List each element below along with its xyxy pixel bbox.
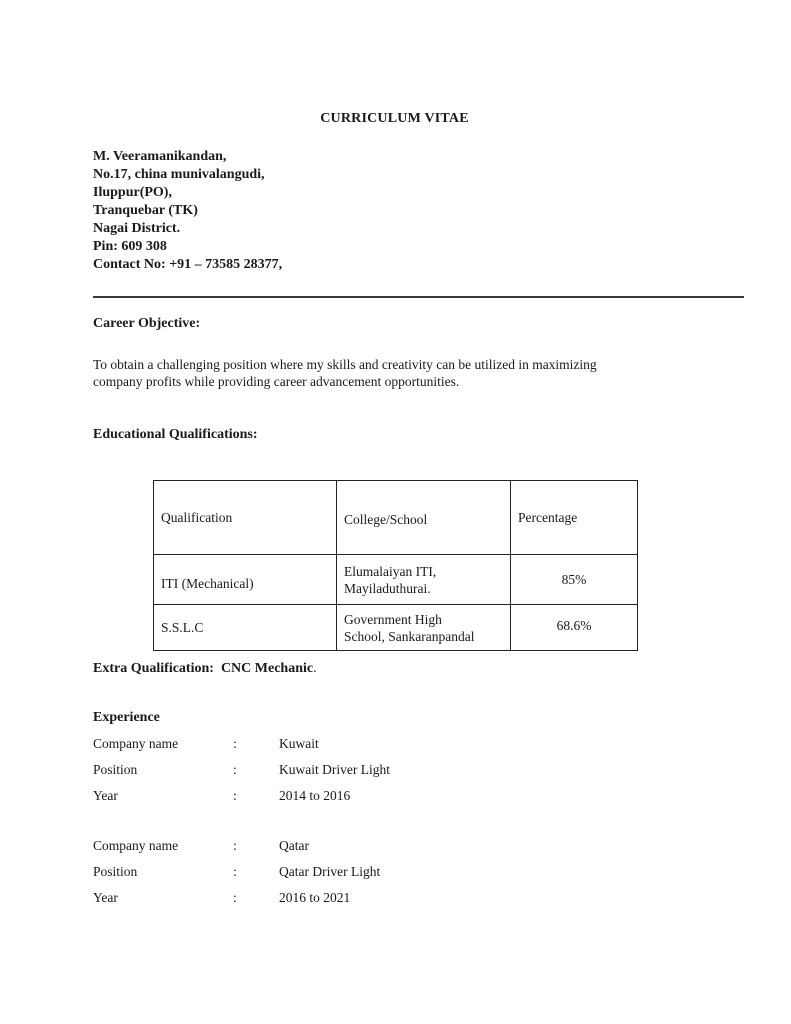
horizontal-divider <box>93 296 744 298</box>
extra-qualification: Extra Qualification: CNC Mechanic. <box>93 661 317 676</box>
extra-qualification-value: CNC Mechanic <box>220 661 314 676</box>
year-range: 2014 to 2016 <box>279 788 351 803</box>
field-label: Company name <box>93 736 179 751</box>
career-objective-heading: Career Objective: <box>93 316 201 331</box>
education-table <box>153 480 638 651</box>
education-heading: Educational Qualifications: <box>93 427 258 442</box>
field-label: Year <box>93 890 118 905</box>
school-cell: Elumalaiyan ITI, Mayiladuthurai. <box>337 555 511 605</box>
field-separator: : <box>233 864 237 879</box>
address-line: Iluppur(PO), <box>93 185 172 200</box>
position: Qatar Driver Light <box>279 864 381 879</box>
address-line: Nagai District. <box>93 221 181 236</box>
field-label: Year <box>93 788 118 803</box>
field-separator: : <box>233 788 237 803</box>
career-objective-text: To obtain a challenging position where my skills and creativity can be utilized in maximizing company profits while providing career advancement opportunities. <box>93 357 597 389</box>
field-separator: : <box>233 890 237 905</box>
field-separator: : <box>233 838 237 853</box>
pin-code: Pin: 609 308 <box>93 239 167 254</box>
percentage-cell: 85% <box>511 555 638 605</box>
table-row <box>154 605 638 651</box>
field-label: Position <box>93 762 138 777</box>
qualification-cell: ITI (Mechanical) <box>154 555 337 605</box>
column-header-college: College/School <box>337 481 511 555</box>
contact-address-block <box>93 148 282 274</box>
percentage-cell: 68.6% <box>511 605 638 651</box>
position: Kuwait Driver Light <box>279 762 390 777</box>
company-name: Kuwait <box>279 736 319 751</box>
column-header-qualification: Qualification <box>154 481 337 555</box>
column-header-percentage: Percentage <box>511 481 638 555</box>
table-row <box>154 555 638 605</box>
company-name: Qatar <box>279 838 309 853</box>
extra-qualification-label: Extra Qualification: <box>93 661 214 676</box>
address-line: Tranquebar (TK) <box>93 203 198 218</box>
experience-heading: Experience <box>93 710 160 725</box>
field-separator: : <box>233 762 237 777</box>
field-label: Position <box>93 864 138 879</box>
school-cell: Government High School, Sankaranpandal <box>337 605 511 651</box>
address-line: No.17, china munivalangudi, <box>93 167 265 182</box>
contact-number: Contact No: +91 – 73585 28377, <box>93 257 283 272</box>
field-label: Company name <box>93 838 179 853</box>
table-header-row <box>154 481 638 555</box>
document-title: CURRICULUM VITAE <box>320 111 469 126</box>
applicant-name: M. Veeramanikandan, <box>93 149 227 164</box>
field-separator: : <box>233 736 237 751</box>
year-range: 2016 to 2021 <box>279 890 351 905</box>
qualification-cell: S.S.L.C <box>154 605 337 651</box>
